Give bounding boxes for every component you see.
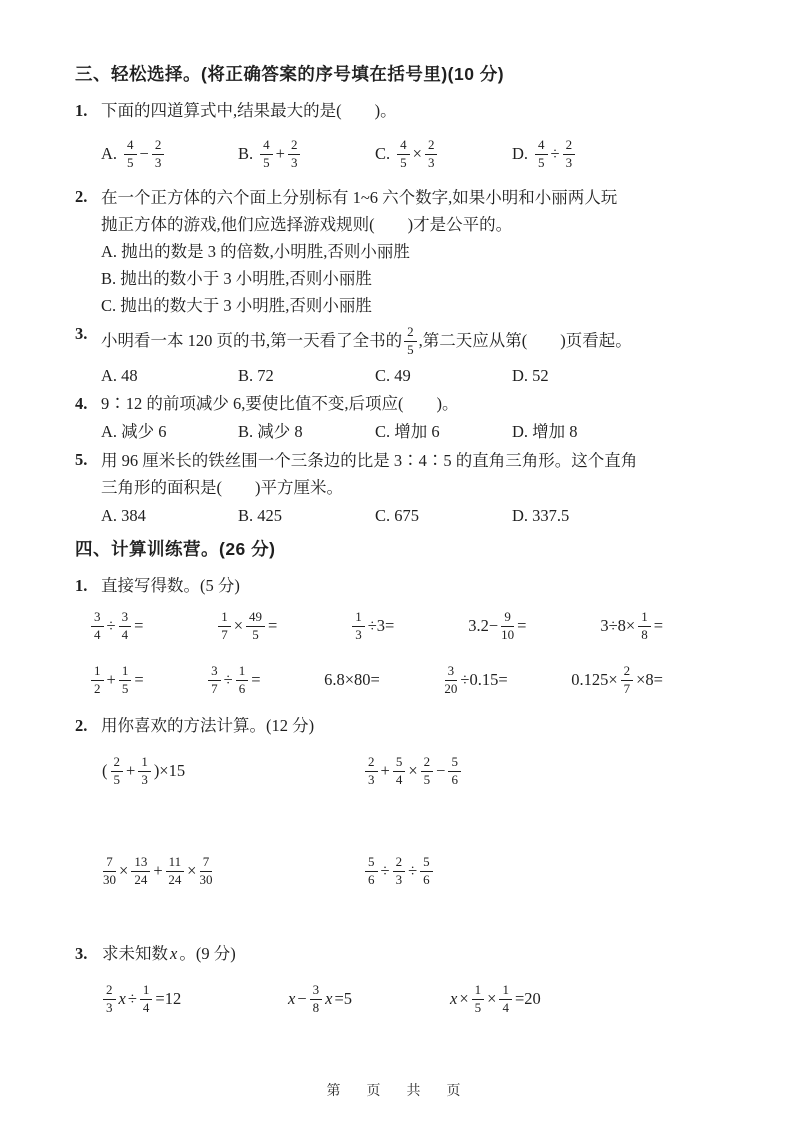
- calc-expression: 6.8×80=: [324, 670, 380, 689]
- option-d: D. 增加 8: [512, 422, 578, 441]
- section-calculation-heading: 四、计算训练营。(26 分): [75, 539, 276, 559]
- question-3-stem-suffix: ,第二天应从第( )页看起。: [418, 331, 632, 350]
- solve-x-row: [101, 977, 743, 1021]
- option-a: A. 减少 6: [101, 422, 167, 441]
- calc-expression: 3.2− $\frac{9}{10}$ =: [468, 608, 527, 642]
- calc-expression: $\frac{3}{4}$ ÷ $\frac{3}{4}$ =: [89, 610, 144, 643]
- question-1-body: [101, 98, 743, 182]
- question-4-body: [101, 391, 743, 445]
- calc-expression: $\frac{1}{2}$ + $\frac{1}{5}$ =: [89, 664, 145, 697]
- option-b: B. 抛出的数小于 3 小明胜,否则小丽胜: [101, 269, 372, 288]
- question-5-body: [101, 447, 743, 529]
- option-c-expression: $\frac{4}{5}$ × $\frac{2}{3}$: [395, 138, 439, 171]
- option-c: [375, 138, 512, 171]
- option-a: A. 384: [101, 506, 146, 525]
- question-4-number: 4.: [75, 394, 88, 413]
- calc-part-2-title: 用你喜欢的方法计算。(12 分): [101, 716, 315, 735]
- option-b-label: B.: [238, 144, 254, 163]
- option-b: [238, 138, 375, 171]
- calc-part-3-number: 3.: [75, 944, 88, 963]
- calc-expression: $\frac{3}{20}$ ÷0.15=: [444, 662, 508, 696]
- page-footer: 第 页 共 页: [326, 1084, 467, 1099]
- calc-expression: $\frac{2}{3}$ + $\frac{5}{4}$ × $\frac{2}{5}$ − $\frac{5}{6}$: [363, 755, 463, 788]
- equation: x − $\frac{3}{8}$ x =5: [288, 981, 353, 1015]
- question-2-stem-line-2: 抛正方体的游戏,他们应选择游戏规则( )才是公平的。: [101, 215, 513, 234]
- question-2: [75, 184, 743, 319]
- method-calc-row-1: [101, 747, 743, 795]
- option-d: [512, 138, 577, 171]
- option-a-label: A.: [101, 144, 118, 163]
- option-c: C. 675: [375, 506, 420, 525]
- calc-expression: $\frac{1}{3}$ ÷3=: [350, 610, 395, 643]
- calc-expression: $\frac{3}{7}$ ÷ $\frac{1}{6}$ =: [206, 664, 261, 697]
- calc-part-2: [75, 713, 743, 895]
- direct-calc-row-2: [89, 657, 664, 703]
- option-a: A. 48: [101, 366, 138, 385]
- option-c: C. 抛出的数大于 3 小明胜,否则小丽胜: [101, 296, 372, 315]
- question-5-stem-line-2: 三角形的面积是( )平方厘米。: [101, 478, 343, 497]
- option-d: D. 337.5: [512, 506, 570, 525]
- calc-part-3-body: [101, 941, 743, 1021]
- question-5-options: [101, 503, 743, 529]
- section-multiple-choice-heading: 三、轻松选择。(将正确答案的序号填在括号里)(10 分): [75, 64, 505, 84]
- question-1-options: [101, 130, 743, 178]
- question-3-number: 3.: [75, 324, 88, 343]
- calc-part-1-title: 直接写得数。(5 分): [101, 576, 240, 595]
- option-b-expression: $\frac{4}{5}$ + $\frac{2}{3}$: [258, 138, 302, 171]
- option-d-expression: $\frac{4}{5}$ ÷ $\frac{2}{3}$: [533, 138, 577, 171]
- option-a-expression: $\frac{4}{5}$ − $\frac{2}{3}$: [122, 138, 166, 171]
- option-c: C. 增加 6: [375, 422, 440, 441]
- question-3-stem: [101, 321, 743, 361]
- question-5-number: 5.: [75, 450, 88, 469]
- question-1-number: 1.: [75, 101, 88, 120]
- question-3: [75, 321, 743, 389]
- option-c-label: C.: [375, 144, 391, 163]
- option-a: A. 抛出的数是 3 的倍数,小明胜,否则小丽胜: [101, 242, 410, 261]
- method-calc-row-2: [101, 847, 743, 895]
- calc-part-1: [75, 573, 743, 703]
- section-calculation: [75, 537, 743, 1021]
- question-3-options: [101, 363, 743, 389]
- question-5-stem-line-1: 用 96 厘米长的铁丝围一个三条边的比是 3∶4∶5 的直角三角形。这个直角: [101, 451, 638, 470]
- option-d-label: D.: [512, 144, 529, 163]
- question-4-options: [101, 419, 743, 445]
- equation: x × $\frac{1}{5}$ × $\frac{1}{4}$ =20: [450, 981, 541, 1015]
- question-2-number: 2.: [75, 187, 88, 206]
- option-d: D. 52: [512, 366, 549, 385]
- calc-part-1-number: 1.: [75, 576, 88, 595]
- calc-expression: ( $\frac{2}{5}$ + $\frac{1}{3}$ )×15: [102, 753, 186, 787]
- calc-part-2-number: 2.: [75, 716, 88, 735]
- option-c: C. 49: [375, 366, 411, 385]
- question-3-body: [101, 321, 743, 389]
- inline-fraction: $\frac{2}{5}$: [402, 325, 419, 358]
- calc-expression: 3÷8× $\frac{1}{8}$ =: [600, 608, 663, 642]
- direct-calc-row-1: [89, 603, 664, 649]
- option-b: B. 减少 8: [238, 422, 303, 441]
- equation: $\frac{2}{3}$ x ÷ $\frac{1}{4}$ =12: [101, 983, 182, 1016]
- question-2-body: [101, 184, 743, 319]
- question-2-options: [101, 238, 743, 319]
- calc-part-3: [75, 941, 743, 1021]
- calc-expression: $\frac{7}{30}$ × $\frac{13}{24}$ + $\frac{11}{24}$ × $\frac{7}{30}$: [103, 853, 213, 887]
- calc-expression: $\frac{5}{6}$ ÷ $\frac{2}{3}$ ÷ $\frac{5}{6}$: [363, 855, 435, 888]
- option-b: B. 425: [238, 506, 283, 525]
- question-1-stem: 下面的四道算式中,结果最大的是( )。: [101, 101, 397, 120]
- question-5: [75, 447, 743, 529]
- option-a: [101, 138, 238, 171]
- question-1: [75, 98, 743, 182]
- calc-part-3-title: 求未知数 x 。(9 分): [102, 944, 236, 963]
- calc-part-1-body: [94, 573, 743, 703]
- calc-expression: 0.125× $\frac{2}{7}$ ×8=: [571, 662, 663, 696]
- section-multiple-choice: [75, 62, 743, 529]
- question-4: [75, 391, 743, 445]
- question-3-stem-prefix: 小明看一本 120 页的书,第一天看了全书的: [101, 331, 403, 350]
- question-2-stem-line-1: 在一个正方体的六个面上分别标有 1~6 六个数字,如果小明和小丽两人玩: [101, 188, 618, 207]
- calc-part-2-body: [101, 713, 743, 895]
- question-4-stem: 9∶12 的前项减少 6,要使比值不变,后项应( )。: [101, 394, 459, 413]
- option-b: B. 72: [238, 366, 274, 385]
- calc-expression: $\frac{1}{7}$ × $\frac{49}{5}$ =: [216, 610, 278, 643]
